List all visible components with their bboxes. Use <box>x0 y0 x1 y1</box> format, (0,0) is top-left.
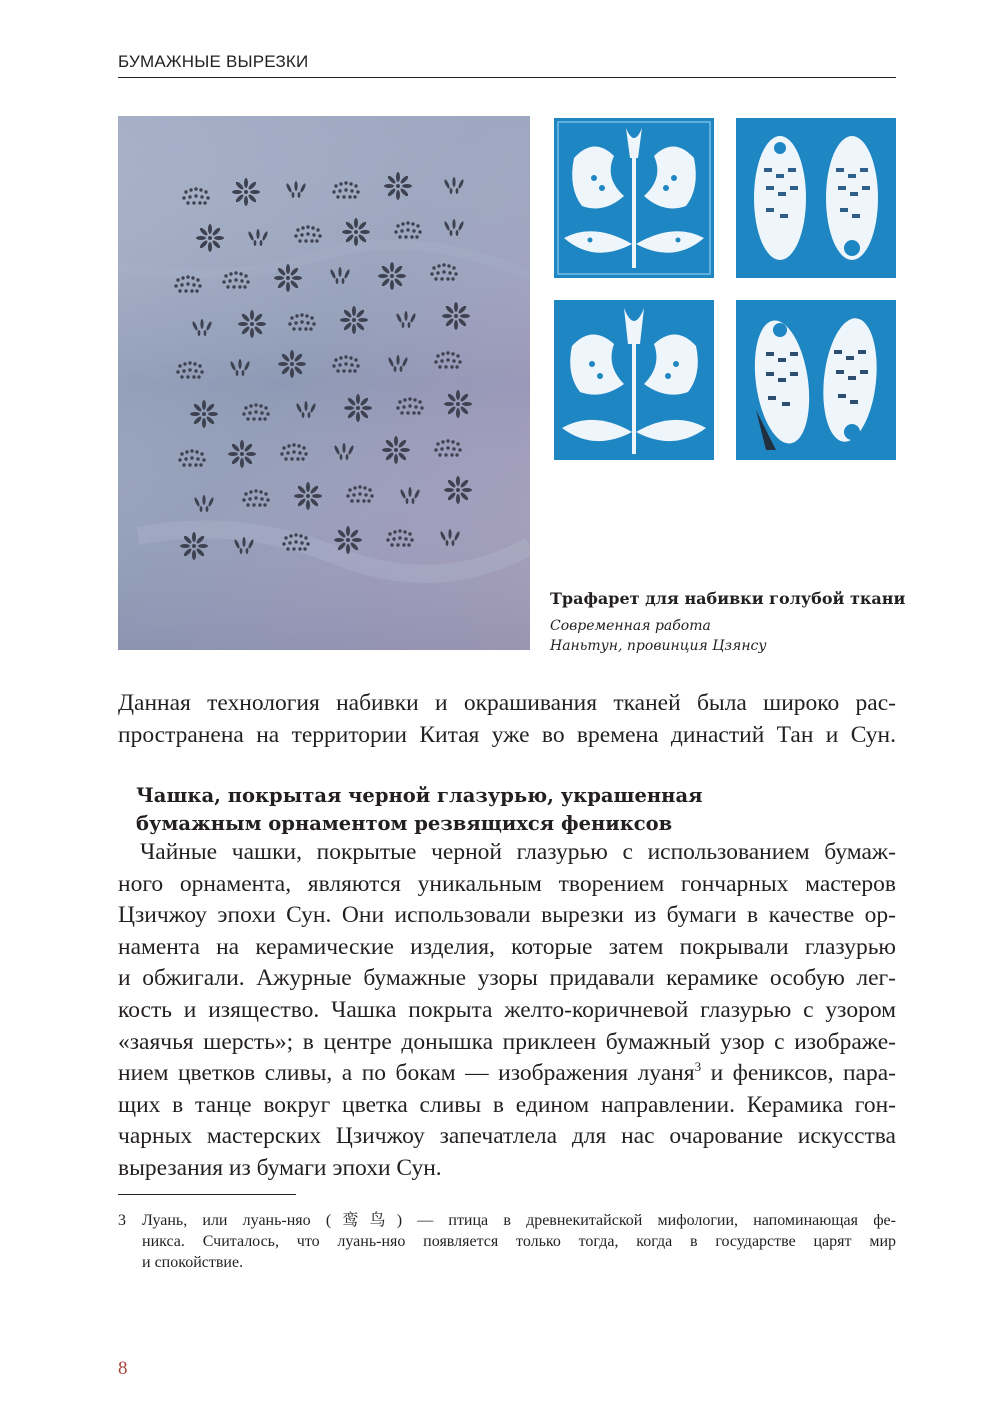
fabric-tile-fish-top <box>736 118 896 278</box>
stencil-photo <box>118 116 530 650</box>
caption-line: Современная работа <box>550 618 711 634</box>
footnote-line: Луань, или луань-няо (鸾鸟) — птица в древнекитайской мифологии, напоминающая фе- <box>142 1212 896 1229</box>
footnote <box>118 1210 896 1273</box>
section-heading <box>136 782 896 838</box>
footnote-line: и спокойствие. <box>142 1254 244 1271</box>
text-fragment: и фениксов, пара- <box>701 1060 896 1087</box>
figure-caption <box>550 588 910 656</box>
fabric-tile-fish-bottom <box>736 300 896 460</box>
text-line: щих в танце вокруг цветка сливы в едином направлении. Керамика гон- <box>118 1091 896 1118</box>
heading-line: бумажным орнаментом резвящихся фениксов <box>136 812 673 835</box>
text-line: ного орнамента, являются уникальным творением гончарных мастеров <box>118 870 896 897</box>
text-line: намента на керамические изделия, которые затем покрывали глазурью <box>118 933 896 960</box>
text-line: пространена на территории Китая уже во времена династий Тан и Сун. <box>118 721 896 748</box>
heading-line: Чашка, покрытая черной глазурью, украшенная <box>136 784 703 807</box>
footnote-number: 3 <box>118 1212 126 1229</box>
page-number: 8 <box>118 1358 128 1379</box>
text-fragment: нием цветков сливы, а по бокам — изображения луаня <box>118 1060 695 1087</box>
text-line: Цзичжоу эпохи Сун. Они использовали вырезки из бумаги в качестве ор- <box>118 902 896 929</box>
footnote-divider <box>118 1194 296 1195</box>
text-line: Данная технология набивки и окрашивания тканей была широко рас- <box>118 690 896 716</box>
text-line: «заячья шерсть»; в центре донышка приклеен бумажный узор с изображе- <box>118 1028 896 1055</box>
footnote-line: никса. Считалось, что луань-няо появляется только тогда, когда в государстве царят мир <box>142 1233 896 1250</box>
caption-line: Наньтун, провинция Цзянсу <box>550 638 767 654</box>
text-line: Чайные чашки, покрытые черной глазурью с использованием бумаж- <box>140 839 896 865</box>
fabric-tile-birds-top <box>554 118 714 278</box>
main-paragraph <box>118 837 896 1185</box>
fabric-tile-birds-bottom <box>554 300 714 460</box>
intro-paragraph <box>118 688 896 751</box>
footnote-text <box>142 1210 896 1273</box>
text-line: вырезания из бумаги эпохи Сун. <box>118 1154 442 1181</box>
running-head: БУМАЖНЫЕ ВЫРЕЗКИ <box>118 52 896 78</box>
text-line: кость и изящество. Чашка покрыта желто-коричневой глазурью с узором <box>118 996 896 1023</box>
text-line: чарных мастерских Цзичжоу запечатлела для нас очарование искусства <box>118 1123 896 1150</box>
text-line-with-footnote <box>118 1058 896 1090</box>
footnote-ref[interactable]: 3 <box>694 1059 702 1075</box>
caption-title: Трафарет для набивки голубой ткани <box>550 589 906 608</box>
text-line: и обжигали. Ажурные бумажные узоры придавали керамике особую лег- <box>118 965 896 992</box>
